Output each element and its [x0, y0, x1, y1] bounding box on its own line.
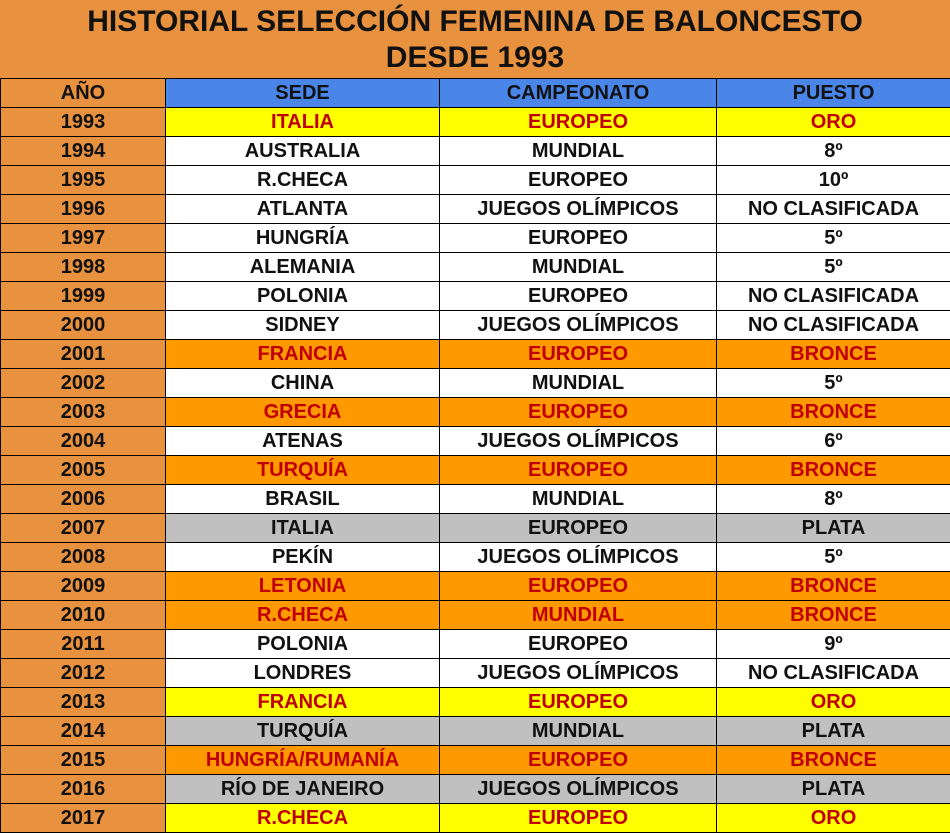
table-row: [1, 253, 950, 282]
year-cell: 2007: [1, 514, 166, 543]
table-row: [1, 485, 950, 514]
sede-cell: AUSTRALIA: [166, 137, 440, 166]
puesto-cell: ORO: [717, 804, 950, 833]
sede-cell: GRECIA: [166, 398, 440, 427]
puesto-cell: 5º: [717, 543, 950, 572]
puesto-cell: BRONCE: [717, 572, 950, 601]
table-row: [1, 224, 950, 253]
table-row: [1, 311, 950, 340]
year-cell: 1998: [1, 253, 166, 282]
campeonato-cell: EUROPEO: [440, 456, 717, 485]
table-row: [1, 137, 950, 166]
puesto-cell: 5º: [717, 224, 950, 253]
puesto-cell: BRONCE: [717, 398, 950, 427]
campeonato-cell: MUNDIAL: [440, 369, 717, 398]
puesto-cell: ORO: [717, 688, 950, 717]
puesto-cell: PLATA: [717, 775, 950, 804]
campeonato-cell: MUNDIAL: [440, 717, 717, 746]
header-campeonato: CAMPEONATO: [440, 79, 717, 108]
puesto-cell: NO CLASIFICADA: [717, 282, 950, 311]
sede-cell: POLONIA: [166, 282, 440, 311]
year-cell: 2010: [1, 601, 166, 630]
campeonato-cell: JUEGOS OLÍMPICOS: [440, 195, 717, 224]
table-row: [1, 717, 950, 746]
title-line-1: HISTORIAL SELECCIÓN FEMENINA DE BALONCESTO: [0, 4, 950, 40]
campeonato-cell: MUNDIAL: [440, 137, 717, 166]
sede-cell: FRANCIA: [166, 688, 440, 717]
campeonato-cell: MUNDIAL: [440, 601, 717, 630]
table-row: [1, 427, 950, 456]
sede-cell: TURQUÍA: [166, 456, 440, 485]
sede-cell: POLONIA: [166, 630, 440, 659]
campeonato-cell: JUEGOS OLÍMPICOS: [440, 427, 717, 456]
campeonato-cell: EUROPEO: [440, 688, 717, 717]
table-row: [1, 369, 950, 398]
table-row: [1, 282, 950, 311]
table-row: [1, 572, 950, 601]
campeonato-cell: EUROPEO: [440, 746, 717, 775]
year-cell: 1999: [1, 282, 166, 311]
campeonato-cell: EUROPEO: [440, 340, 717, 369]
campeonato-cell: EUROPEO: [440, 514, 717, 543]
puesto-cell: PLATA: [717, 717, 950, 746]
table-row: [1, 108, 950, 137]
puesto-cell: BRONCE: [717, 746, 950, 775]
sede-cell: HUNGRÍA: [166, 224, 440, 253]
year-cell: 2012: [1, 659, 166, 688]
campeonato-cell: MUNDIAL: [440, 485, 717, 514]
sede-cell: ATENAS: [166, 427, 440, 456]
campeonato-cell: JUEGOS OLÍMPICOS: [440, 543, 717, 572]
table-row: [1, 514, 950, 543]
campeonato-cell: MUNDIAL: [440, 253, 717, 282]
year-cell: 2000: [1, 311, 166, 340]
table-row: [1, 195, 950, 224]
year-cell: 2011: [1, 630, 166, 659]
sede-cell: ALEMANIA: [166, 253, 440, 282]
sede-cell: HUNGRÍA/RUMANÍA: [166, 746, 440, 775]
sede-cell: CHINA: [166, 369, 440, 398]
sede-cell: BRASIL: [166, 485, 440, 514]
sede-cell: PEKÍN: [166, 543, 440, 572]
sede-cell: LONDRES: [166, 659, 440, 688]
puesto-cell: NO CLASIFICADA: [717, 195, 950, 224]
puesto-cell: 5º: [717, 253, 950, 282]
year-cell: 1996: [1, 195, 166, 224]
puesto-cell: 8º: [717, 485, 950, 514]
year-cell: 2001: [1, 340, 166, 369]
puesto-cell: 9º: [717, 630, 950, 659]
year-cell: 2015: [1, 746, 166, 775]
table-row: [1, 543, 950, 572]
year-cell: 2017: [1, 804, 166, 833]
sede-cell: FRANCIA: [166, 340, 440, 369]
campeonato-cell: EUROPEO: [440, 282, 717, 311]
campeonato-cell: EUROPEO: [440, 630, 717, 659]
puesto-cell: PLATA: [717, 514, 950, 543]
sede-cell: R.CHECA: [166, 804, 440, 833]
title-line-2: DESDE 1993: [0, 40, 950, 76]
table-row: [1, 166, 950, 195]
header-row: [1, 79, 950, 108]
campeonato-cell: EUROPEO: [440, 108, 717, 137]
table-row: [1, 601, 950, 630]
sede-cell: SIDNEY: [166, 311, 440, 340]
table-row: [1, 398, 950, 427]
table-header: [1, 79, 950, 108]
year-cell: 1997: [1, 224, 166, 253]
puesto-cell: 10º: [717, 166, 950, 195]
header-puesto: PUESTO: [717, 79, 950, 108]
year-cell: 2002: [1, 369, 166, 398]
year-cell: 2014: [1, 717, 166, 746]
table-row: [1, 659, 950, 688]
year-cell: 2006: [1, 485, 166, 514]
year-cell: 2008: [1, 543, 166, 572]
puesto-cell: BRONCE: [717, 601, 950, 630]
puesto-cell: 6º: [717, 427, 950, 456]
table-row: [1, 746, 950, 775]
table-row: [1, 775, 950, 804]
year-cell: 1993: [1, 108, 166, 137]
campeonato-cell: JUEGOS OLÍMPICOS: [440, 311, 717, 340]
sede-cell: ATLANTA: [166, 195, 440, 224]
puesto-cell: 5º: [717, 369, 950, 398]
campeonato-cell: JUEGOS OLÍMPICOS: [440, 775, 717, 804]
year-cell: 1995: [1, 166, 166, 195]
year-cell: 2004: [1, 427, 166, 456]
campeonato-cell: JUEGOS OLÍMPICOS: [440, 659, 717, 688]
table-row: [1, 804, 950, 833]
page-title: [0, 0, 950, 78]
year-cell: 1994: [1, 137, 166, 166]
campeonato-cell: EUROPEO: [440, 572, 717, 601]
table-body: [1, 108, 950, 833]
puesto-cell: NO CLASIFICADA: [717, 311, 950, 340]
campeonato-cell: EUROPEO: [440, 224, 717, 253]
sede-cell: LETONIA: [166, 572, 440, 601]
header-sede: SEDE: [166, 79, 440, 108]
sede-cell: TURQUÍA: [166, 717, 440, 746]
year-cell: 2016: [1, 775, 166, 804]
sede-cell: RÍO DE JANEIRO: [166, 775, 440, 804]
sede-cell: R.CHECA: [166, 166, 440, 195]
history-table: [0, 78, 950, 833]
puesto-cell: BRONCE: [717, 456, 950, 485]
campeonato-cell: EUROPEO: [440, 398, 717, 427]
year-cell: 2009: [1, 572, 166, 601]
puesto-cell: 8º: [717, 137, 950, 166]
campeonato-cell: EUROPEO: [440, 166, 717, 195]
year-cell: 2003: [1, 398, 166, 427]
year-cell: 2005: [1, 456, 166, 485]
table-row: [1, 340, 950, 369]
puesto-cell: ORO: [717, 108, 950, 137]
table-row: [1, 630, 950, 659]
year-cell: 2013: [1, 688, 166, 717]
sede-cell: R.CHECA: [166, 601, 440, 630]
header-year: AÑO: [1, 79, 166, 108]
sede-cell: ITALIA: [166, 108, 440, 137]
puesto-cell: BRONCE: [717, 340, 950, 369]
table-row: [1, 688, 950, 717]
sede-cell: ITALIA: [166, 514, 440, 543]
puesto-cell: NO CLASIFICADA: [717, 659, 950, 688]
campeonato-cell: EUROPEO: [440, 804, 717, 833]
table-row: [1, 456, 950, 485]
